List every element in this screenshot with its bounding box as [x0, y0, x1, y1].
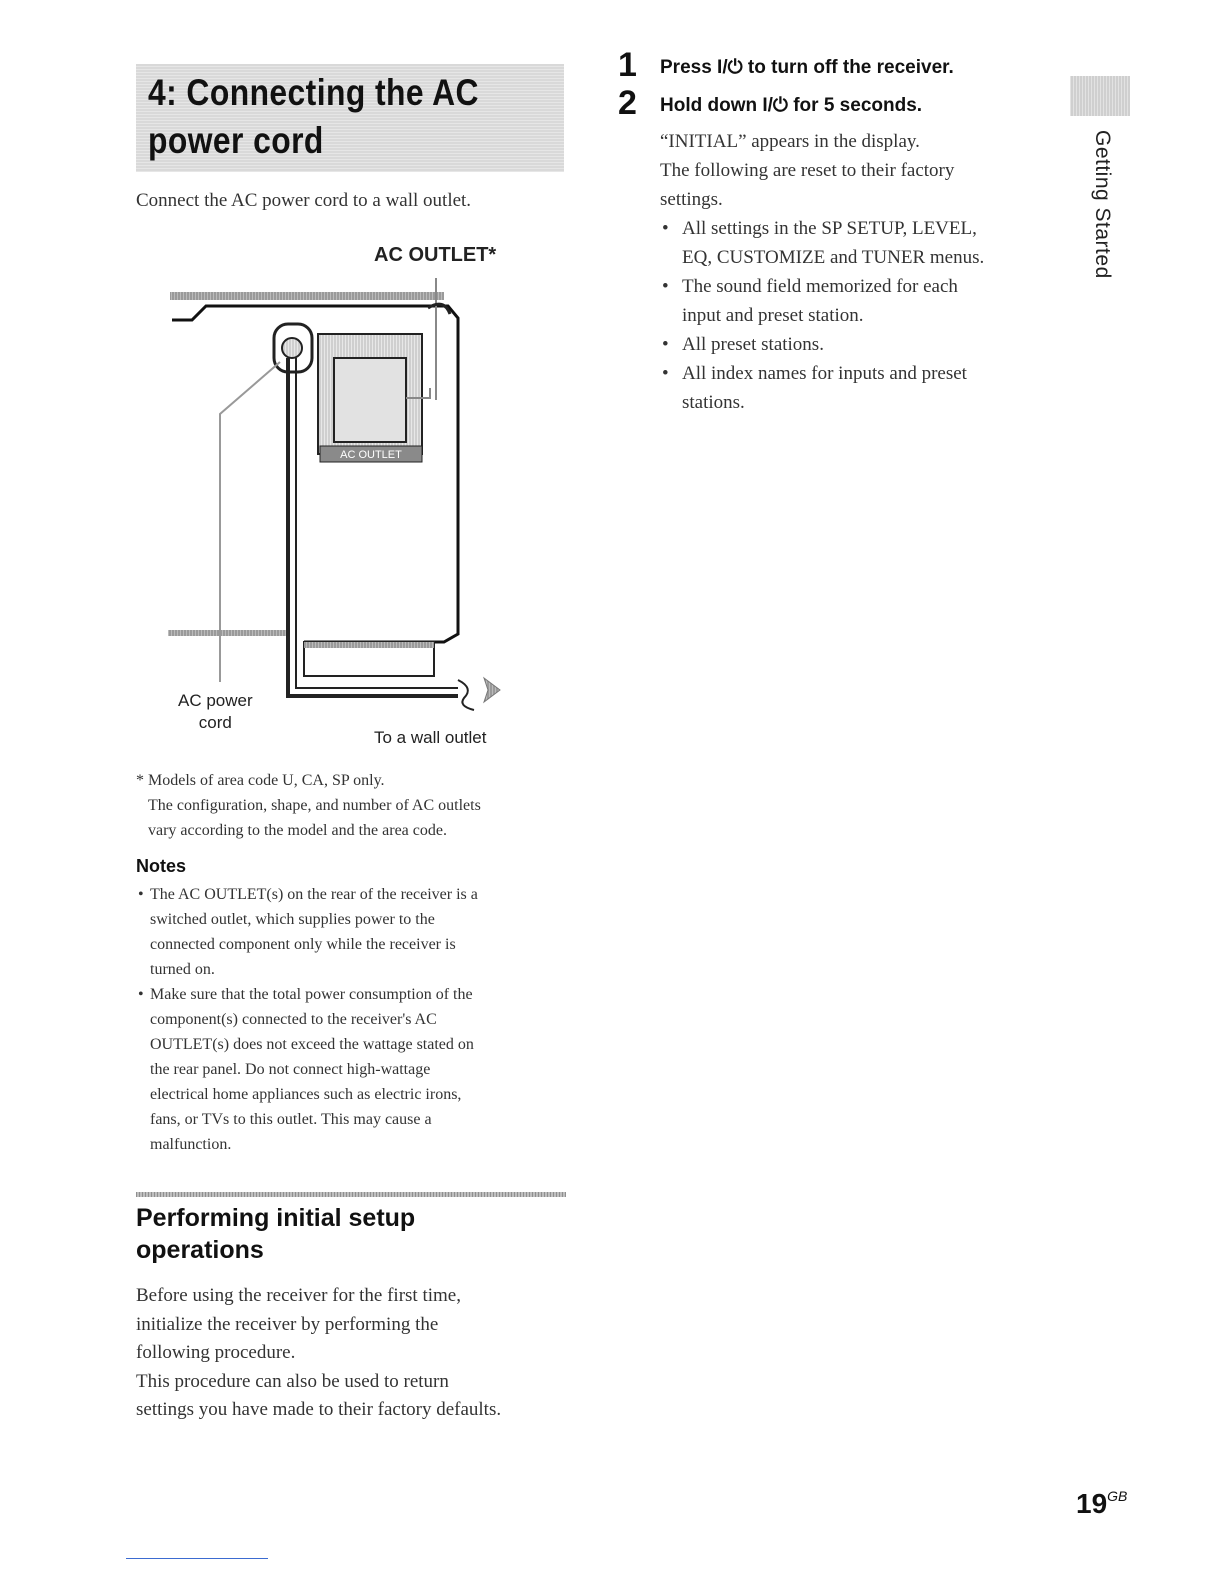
paragraph-line: initialize the receiver by performing the	[136, 1313, 439, 1335]
side-tab-label: Getting Started	[1091, 130, 1114, 279]
cord-label-line-2: cord	[198, 713, 232, 732]
reset-item-line: • All preset stations.	[682, 334, 824, 355]
footnote-line-3: vary according to the model and the area code.	[148, 822, 447, 839]
note-line: fans, or TVs to this outlet. This may cause a	[150, 1111, 432, 1128]
note-item	[138, 882, 578, 982]
note-line: malfunction.	[150, 1136, 232, 1153]
note-line: switched outlet, which supplies power to the	[150, 911, 435, 928]
step-2-line: The following are reset to their factory	[660, 160, 955, 181]
step-2-number: 2	[618, 84, 637, 122]
notes-list	[138, 882, 578, 1157]
note-line: connected component only while the receiver is	[150, 936, 456, 953]
note-line: • The AC OUTLET(s) on the rear of the receiver is a	[150, 886, 478, 903]
chapter-title-box	[136, 64, 564, 172]
reset-item-line: • All index names for inputs and preset	[682, 363, 967, 384]
chapter-title-line-1: 4: Connecting the AC	[148, 72, 479, 113]
reset-item-line: input and preset station.	[682, 305, 864, 326]
cord-label	[178, 690, 253, 734]
note-line: turned on.	[150, 961, 215, 978]
chapter-title-line-2: power cord	[148, 120, 324, 161]
reset-item-line: EQ, CUSTOMIZE and TUNER menus.	[682, 247, 985, 268]
note-line: OUTLET(s) does not exceed the wattage stated on	[150, 1036, 474, 1053]
reset-items-list	[660, 214, 1050, 417]
side-tab-marker	[1070, 76, 1130, 116]
step-1-text: Press I/⏻ to turn off the receiver.	[660, 57, 954, 78]
reset-item-line: stations.	[682, 392, 745, 413]
notes-heading: Notes	[136, 856, 187, 876]
note-line: electrical home appliances such as electric irons,	[150, 1086, 462, 1103]
reset-item	[660, 330, 1050, 359]
reset-item	[660, 214, 1050, 272]
step-2-line: “INITIAL” appears in the display.	[660, 131, 920, 152]
reset-item-line: • The sound field memorized for each	[682, 276, 958, 297]
footnote	[136, 768, 576, 843]
note-line: • Make sure that the total power consumption of the	[150, 986, 473, 1003]
section-heading	[136, 1202, 576, 1266]
page-number-suffix: GB	[1107, 1488, 1128, 1504]
note-line: the rear panel. Do not connect high-wattage	[150, 1061, 431, 1078]
arrow-right-icon	[484, 678, 500, 702]
paragraph-line: This procedure can also be used to return	[136, 1370, 449, 1392]
note-line: component(s) connected to the receiver's AC	[150, 1011, 437, 1028]
paragraph-line: settings you have made to their factory defaults.	[136, 1399, 502, 1420]
ac-outlet-diagram	[168, 278, 528, 758]
step-2-body	[660, 127, 1050, 417]
footnote-line-1: * Models of area code U, CA, SP only.	[136, 772, 385, 789]
paragraph-line: following procedure.	[136, 1342, 296, 1363]
panel-label: AC OUTLET	[340, 449, 402, 461]
page-number	[1076, 1488, 1127, 1520]
section-paragraph	[136, 1282, 576, 1425]
page-number-value: 19	[1076, 1488, 1108, 1519]
note-item	[138, 982, 578, 1157]
outlet-label: AC OUTLET*	[374, 244, 497, 266]
reset-item	[660, 359, 1050, 417]
reset-item	[660, 272, 1050, 330]
top-panel-edge	[170, 292, 444, 300]
section-heading-line-2: operations	[136, 1236, 264, 1264]
reset-item-line: • All settings in the SP SETUP, LEVEL,	[682, 218, 977, 239]
receiver-rear-illustration	[168, 278, 528, 758]
intro-text: Connect the AC power cord to a wall outlet.	[136, 190, 472, 211]
step-2-text: Hold down I/⏻ for 5 seconds.	[660, 95, 923, 116]
step-1-number: 1	[618, 46, 637, 84]
section-divider	[136, 1192, 566, 1197]
section-heading-line-1: Performing initial setup	[136, 1204, 416, 1232]
wall-outlet-label: To a wall outlet	[374, 728, 487, 747]
footnote-line-2: The configuration, shape, and number of AC outlets	[148, 797, 481, 814]
paragraph-line: Before using the receiver for the first time,	[136, 1285, 461, 1306]
bottom-rule	[126, 1558, 268, 1559]
step-2-line: settings.	[660, 189, 723, 210]
cord-label-line-1: AC power	[178, 691, 253, 710]
